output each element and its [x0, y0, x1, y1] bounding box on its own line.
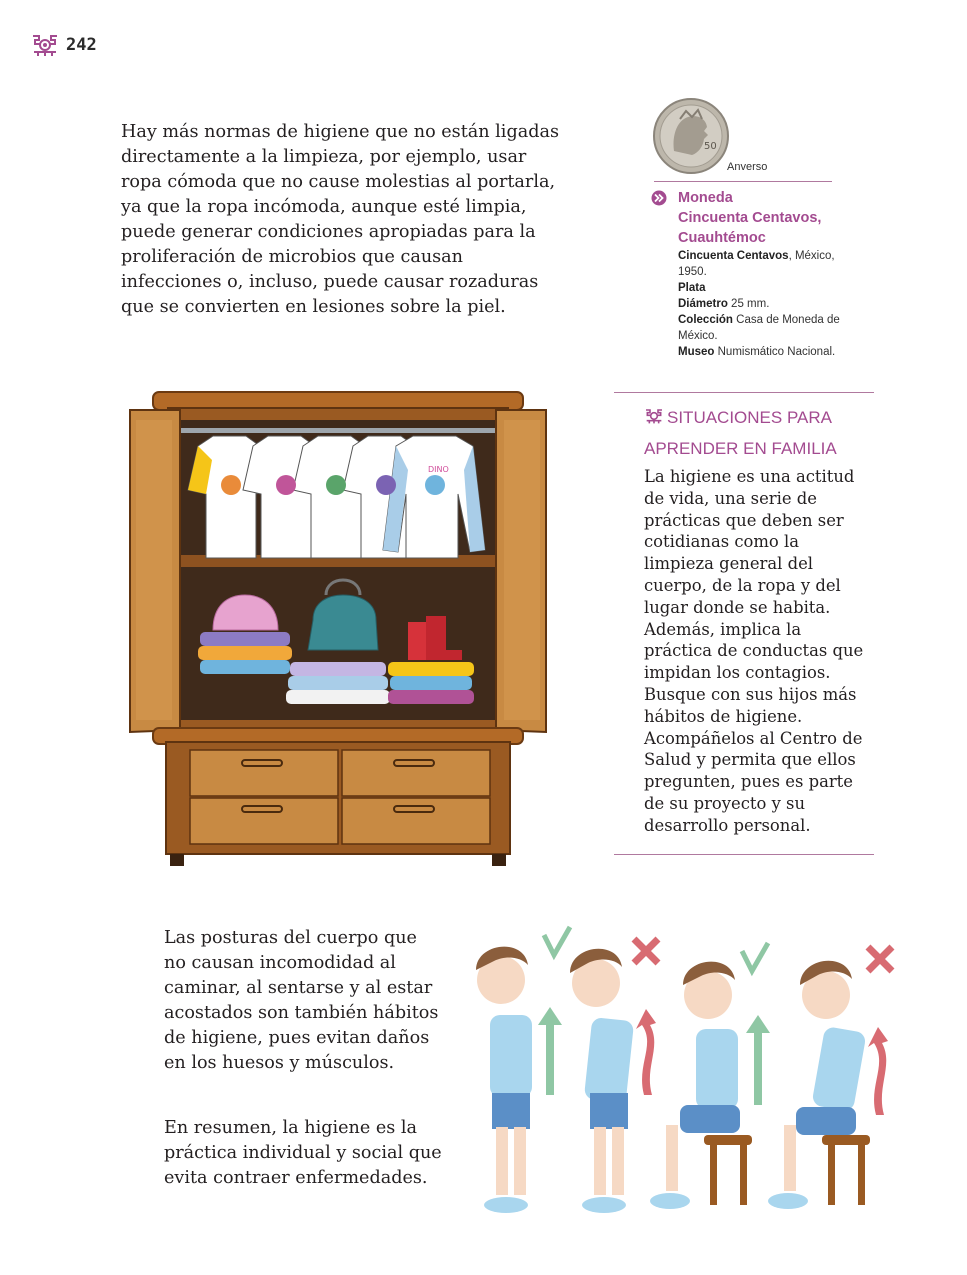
page-number: [30, 32, 97, 58]
summary-paragraph: En resumen, la higiene es la práctica individual y social que evita contraer enfermedades.: [164, 1118, 442, 1188]
coin-collection-value: Casa de Moneda de México.: [678, 314, 840, 342]
standing-incorrect-posture: [570, 939, 658, 1213]
page-number-text: 242: [66, 35, 97, 55]
pre-hispanic-glyph-icon: [30, 32, 60, 58]
coin-caption: [678, 188, 853, 360]
coin-diameter-label: Diámetro: [678, 298, 728, 310]
svg-text:50: 50: [704, 141, 717, 152]
coin-name-line: [678, 248, 853, 280]
coin-title-line1: Moneda: [678, 190, 733, 206]
family-box-top-rule: [614, 392, 874, 393]
coin-divider: [654, 181, 832, 182]
coin-museum-line: [678, 344, 853, 360]
family-box-heading-line1: [644, 402, 874, 433]
family-box-heading-text1: SITUACIONES PARA: [667, 408, 832, 427]
sitting-correct-posture: [650, 943, 770, 1209]
coin-material: Plata: [678, 282, 706, 294]
pre-hispanic-glyph-icon: [644, 407, 664, 425]
double-chevron-icon: [651, 190, 667, 206]
coin-diameter-value: 25 mm.: [727, 298, 770, 310]
coin-diameter-line: [678, 296, 853, 312]
family-box-heading-line2: APRENDER EN FAMILIA: [644, 439, 837, 458]
svg-text:DINO: DINO: [428, 465, 449, 474]
sitting-incorrect-posture: [768, 947, 892, 1209]
posture-illustration: [466, 925, 906, 1225]
intro-paragraph: Hay más normas de higiene que no están ligadas directamente a la limpieza, por ejemplo, usar ropa cómoda que no cause molestias al portarla, ya que la ropa incómoda, aunque esté limpia, puede generar condiciones apropiadas para la proliferación de microbios que causan infecciones o, incluso, puede causar rozaduras que se convierten en lesiones sobre la piel.: [121, 122, 559, 317]
coin-collection-line: [678, 312, 853, 344]
family-box-heading: [644, 402, 874, 464]
coin-museum-value: Numismático Nacional.: [714, 346, 836, 358]
hanging-shirts: [188, 436, 485, 558]
wardrobe-illustration: [128, 390, 548, 868]
posture-paragraph: Las posturas del cuerpo que no causan incomodidad al caminar, al sentarse y al estar acostados son también hábitos de higiene, pues evitan daños en los huesos y músculos.: [164, 928, 439, 1073]
coin-title-line3: Cuauhtémoc: [678, 230, 766, 246]
family-box-body: La higiene es una actitud de vida, una serie de prácticas que deben ser cotidianas como la limpieza general del cuerpo, de la ropa y del lugar donde se habita. Además, implica la práctica de conductas que impidan los contagios. Busque con sus hijos más hábitos de higiene. Acompáñelos al Centro de Salud y permita que ellos pregunten, pues es parte de su proyecto y su desarrollo personal.: [644, 467, 864, 835]
coin-collection-label: Colección: [678, 314, 733, 326]
coin-name-label: Cincuenta Centavos: [678, 250, 789, 262]
coin-title-line2: Cincuenta Centavos,: [678, 210, 822, 226]
coin-image: [652, 97, 730, 175]
coin-material-line: [678, 280, 853, 296]
coin-side-label: Anverso: [727, 161, 768, 173]
family-box-bottom-rule: [614, 854, 874, 855]
coin-origin: , México, 1950.: [678, 250, 835, 278]
standing-correct-posture: [476, 927, 570, 1213]
coin-museum-label: Museo: [678, 346, 715, 358]
